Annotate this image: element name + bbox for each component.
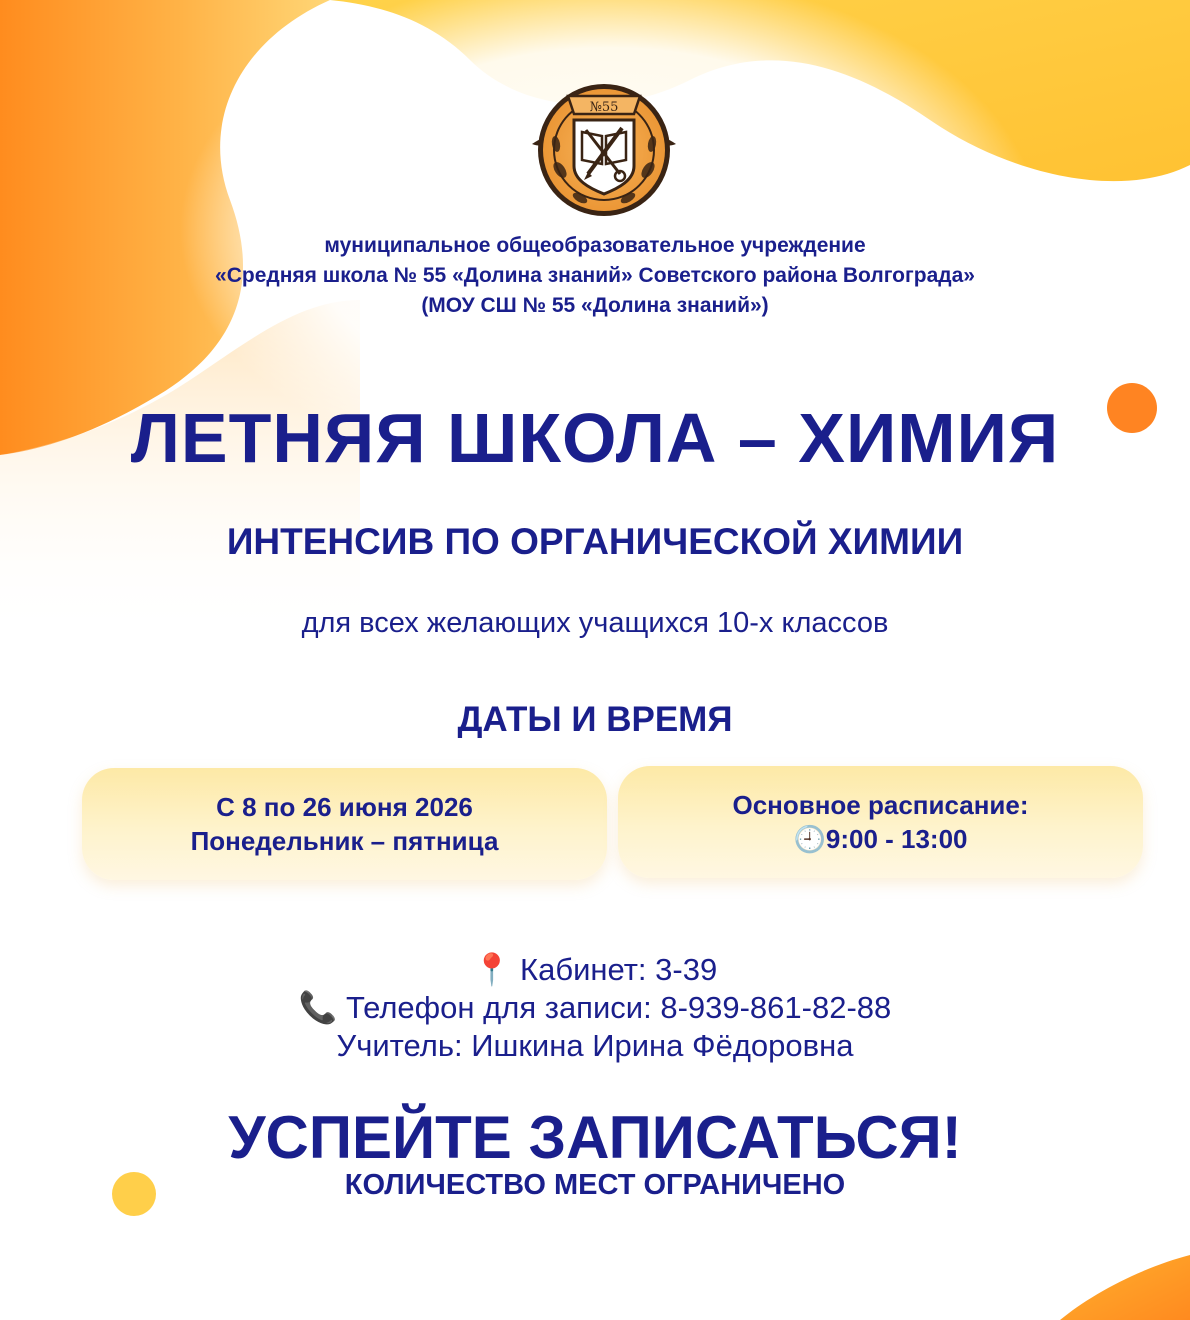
location-pin-icon: 📍 [472,952,512,987]
page-title: ЛЕТНЯЯ ШКОЛА – ХИМИЯ [130,399,1060,477]
phone-icon: 📞 [298,990,338,1025]
logo-number: №55 [589,100,619,115]
schedule-label: Основное расписание: [732,790,1029,820]
schedule-card [618,766,1143,878]
institution-line-1: муниципальное общеобразовательное учреждение [324,234,866,257]
clock-icon: 🕘 [793,824,826,854]
phone-text: Телефон для записи: 8-939-861-82-88 [345,990,892,1025]
dates-heading: ДАТЫ И ВРЕМЯ [457,700,733,739]
teacher-text: Учитель: Ишкина Ирина Фёдоровна [336,1028,854,1063]
cta-title: УСПЕЙТЕ ЗАПИСАТЬСЯ! [228,1104,962,1171]
audience-text: для всех желающих учащихся 10-х классов [301,607,889,639]
phone-row [0,989,1190,1027]
institution-name [0,231,1190,321]
institution-line-3: (МОУ СШ № 55 «Долина знаний») [421,294,769,317]
dates-range: С 8 по 26 июня 2026 [216,792,473,822]
dates-weekdays: Понедельник – пятница [190,826,499,856]
dates-card [82,768,607,880]
page-subtitle: ИНТЕНСИВ ПО ОРГАНИЧЕСКОЙ ХИМИИ [226,521,964,562]
institution-line-2: «Средняя школа № 55 «Долина знаний» Советского района Волгограда» [215,264,975,287]
schedule-time: 9:00 - 13:00 [825,824,968,854]
school-crest-icon [524,74,684,220]
contact-info [0,951,1190,1065]
room-row [0,951,1190,989]
schedule-time-row [793,822,967,856]
room-text: Кабинет: 3-39 [520,952,718,987]
cta-subtitle: КОЛИЧЕСТВО МЕСТ ОГРАНИЧЕНО [344,1169,846,1201]
